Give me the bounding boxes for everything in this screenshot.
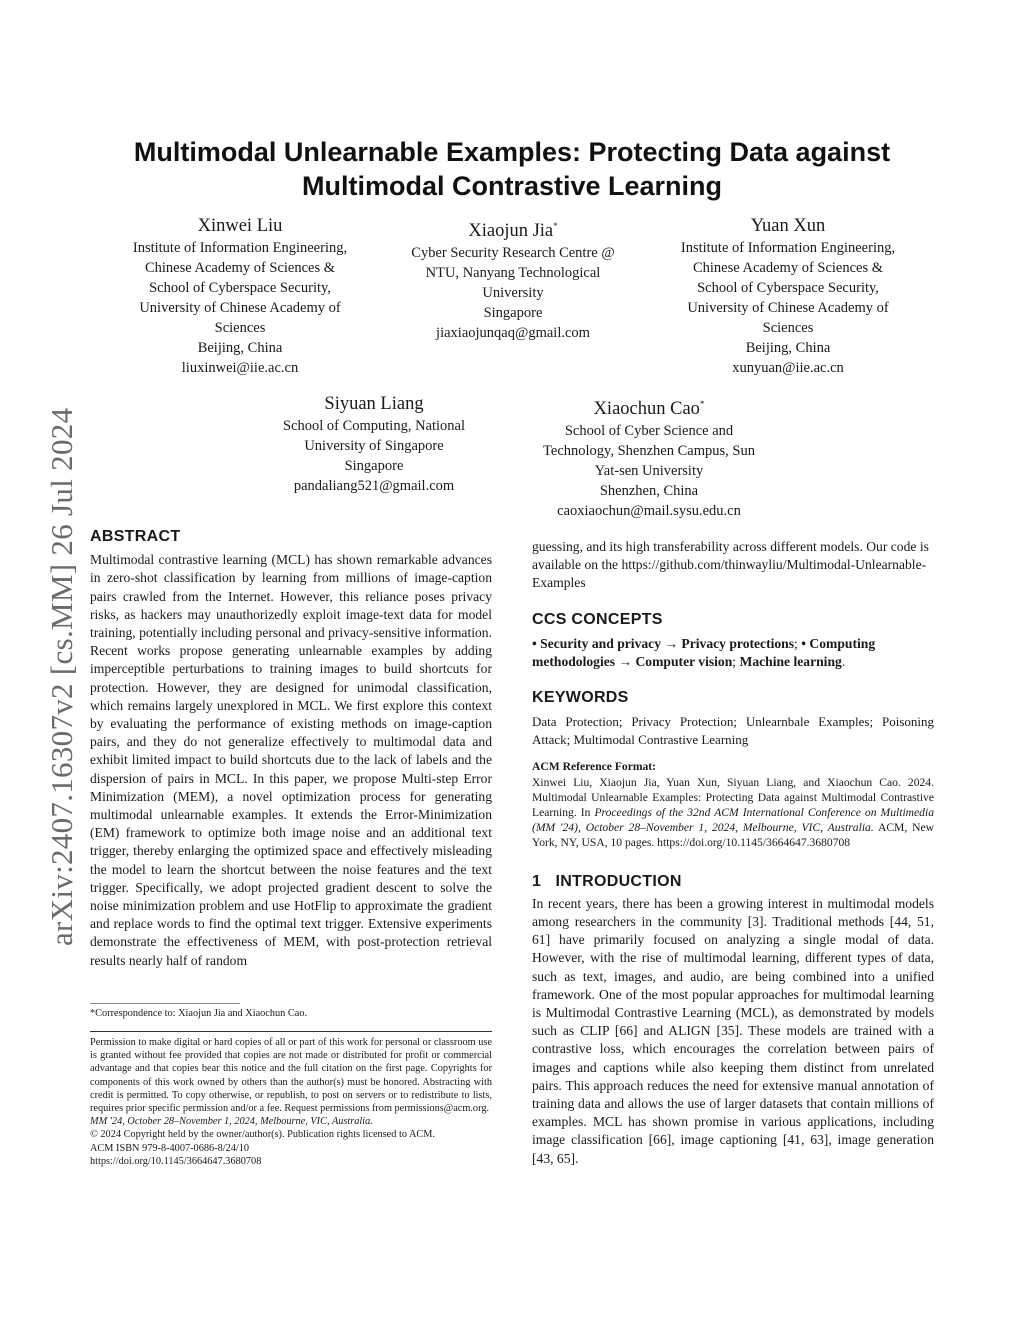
permission-rule [90, 1031, 492, 1032]
author-affiliation-line: Institute of Information Engineering, [132, 240, 348, 256]
author-affiliation-line: Yat-sen University [594, 463, 704, 480]
author-name: Xiaochun Cao* [593, 399, 705, 420]
author-affiliation-line: Sciences [214, 320, 266, 336]
author-affiliation-line: Chinese Academy of Sciences & [692, 260, 884, 276]
author-name: Xiaojun Jia* [468, 221, 558, 242]
abstract-continuation: guessing, and its high transferability across different models. Our code is available on the https://github.com/thinwayliu/Multimodal-Unlearnable-Examples [532, 539, 929, 591]
author-affiliation-line: Sciences [762, 320, 814, 336]
author-location: Singapore [483, 305, 543, 322]
author-affiliation-line: University [482, 285, 544, 302]
keywords-heading: KEYWORDS [532, 689, 629, 707]
author-block-4 [234, 392, 514, 496]
author-affiliation-line: School of Cyberspace Security, [149, 280, 331, 296]
acm-reference-heading: ACM Reference Format: [532, 760, 657, 774]
title-line-1: Multimodal Unlearnable Examples: Protecting Data against [133, 137, 891, 167]
paper-title [90, 135, 934, 203]
footnote-rule [90, 1003, 240, 1004]
author-email: caoxiaochun@mail.sysu.edu.cn [557, 503, 741, 520]
acm-isbn: ACM ISBN 979-8-4007-0686-8/24/10 [90, 1142, 250, 1154]
corresponding-mark: * [699, 399, 705, 409]
author-block-3 [648, 214, 928, 378]
author-affiliation-line: Technology, Shenzhen Campus, Sun [543, 443, 755, 460]
author-affiliation-line: NTU, Nanyang Technological [425, 265, 601, 282]
author-affiliation-line: Cyber Security Research Centre @ [411, 245, 615, 262]
author-email: xunyuan@iie.ac.cn [732, 360, 844, 376]
copyright-notice: © 2024 Copyright held by the owner/author(s). Publication rights licensed to ACM. [90, 1129, 436, 1141]
permission-block [90, 1036, 492, 1168]
author-email: liuxinwei@iie.ac.cn [181, 360, 299, 376]
permission-text: Permission to make digital or hard copies of all or part of this work for personal or classroom use is granted without fee provided that copies are not made or distributed for profit or commercial advantage and that copies bear this notice and the full citation on the first page. Copyrights for components of this work owned by others than the author(s) must be honored. Abstracting with credit is permitted. To copy otherwise, or republish, to post on servers or to redistribute to lists, requires prior specific permission and/or a fee. Request permissions from permissions@acm.org. [90, 1037, 492, 1115]
intro-text: In recent years, there has been a growing interest in multimodal models among researchers in the community [3]. Traditional methods [44, 51, 61] have primarily focused on analyzing a single modal of data. However, with the rise of multimodal learning, different types of data, such as text, images, and audio, are being combined into a unified framework. One of the most popular approaches for multimodal learning is Multimodal Contrastive Learning (MCL), as demonstrated by models such as CLIP [66] and ALIGN [35]. These models are trained with a contrastive loss, which encourages the correlation between pairs of images and captions while also keeping them distinct from unrelated pairs. This approach reduces the need for extensive manual annotation of training data and allows the use of larger datasets that contain millions of examples. MCL has shown promise in various applications, including image classification [66], image captioning [41, 63], image generation [43, 65]. [532, 895, 934, 1166]
author-name: Xinwei Liu [197, 216, 283, 236]
section-number: 1 [532, 872, 542, 890]
right-column [532, 538, 934, 1168]
author-block-5 [509, 392, 789, 521]
correspondence-footnote: *Correspondence to: Xiaojun Jia and Xiaochun Cao. [90, 1008, 308, 1019]
author-block-1 [100, 214, 380, 378]
author-name: Yuan Xun [750, 216, 826, 236]
acm-reference-text: Xinwei Liu, Xiaojun Jia, Yuan Xun, Siyuan Liang, and Xiaochun Cao. 2024. Multimodal Unlearnable Examples: Protecting Data against Multimodal Contrastive Learning. In Proceedings of the 32nd ACM International Conference on Multimedia (MM '24), October 28–November 1, 2024, Melbourne, VIC, Australia. ACM, New York, NY, USA, 10 pages. https://doi.org/10.1145/3664647.3680708 [532, 775, 934, 850]
author-affiliation-line: School of Computing, National [282, 418, 466, 434]
author-email: jiaxiaojunqaq@gmail.com [436, 325, 590, 342]
abstract-heading: ABSTRACT [90, 528, 181, 545]
conference-venue: MM '24, October 28–November 1, 2024, Melbourne, VIC, Australia. [90, 1116, 373, 1128]
author-affiliation-line: Chinese Academy of Sciences & [144, 260, 336, 276]
corresponding-mark: * [553, 221, 558, 231]
author-name: Siyuan Liang [324, 394, 424, 414]
author-affiliation-line: University of Singapore [304, 438, 444, 454]
author-block-2 [373, 214, 653, 343]
author-affiliation-line: School of Cyberspace Security, [697, 280, 879, 296]
intro-heading [532, 873, 934, 891]
left-column [90, 528, 492, 970]
section-title: INTRODUCTION [555, 872, 682, 890]
keywords-text: Data Protection; Privacy Protection; Unlearnbale Examples; Poisoning Attack; Multimodal Contrastive Learning [532, 714, 934, 748]
author-location: Beijing, China [745, 340, 831, 356]
author-affiliation-line: University of Chinese Academy of [687, 300, 889, 316]
doi-link[interactable]: https://doi.org/10.1145/3664647.3680708 [90, 1155, 262, 1167]
ccs-heading: CCS CONCEPTS [532, 610, 663, 628]
ccs-concepts: • Security and privacy → Privacy protections; • Computing methodologies → Computer vision; Machine learning. [532, 635, 876, 670]
author-location: Beijing, China [197, 340, 283, 356]
author-location: Singapore [344, 458, 404, 474]
author-email: pandaliang521@gmail.com [293, 478, 455, 494]
author-affiliation-line: Institute of Information Engineering, [680, 240, 896, 256]
arxiv-identifier: arXiv:2407.16307v2 [cs.MM] 26 Jul 2024 [44, 407, 79, 946]
title-line-2: Multimodal Contrastive Learning [301, 171, 723, 201]
author-location: Shenzhen, China [599, 483, 699, 500]
abstract-text: Multimodal contrastive learning (MCL) has shown remarkable advances in zero-shot classification by learning from millions of image-caption pairs crawled from the Internet. However, this reliance poses privacy risks, as hackers may unauthorizedly exploit image-text data for model training, potentially including personal and privacy-sensitive information. Recent works propose generating unlearnable examples by adding imperceptible perturbations to training images to build shortcuts for protection. However, they are designed for unimodal classification, which remains largely unexplored in MCL. We first explore this context by evaluating the performance of existing methods on image-caption pairs, and they do not generalize effectively to multimodal data and exhibit limited impact to build shortcuts due to the lack of labels and the dispersion of pairs in MCL. In this paper, we propose Multi-step Error Minimization (MEM), a novel optimization process for generating multimodal unlearnable examples. It extends the Error-Minimization (EM) framework to optimize both image noise and an additional text trigger, thereby enlarging the optimized space and effectively misleading the model to learn the shortcut between the noise features and the text trigger. Specifically, we adopt projected gradient descent to solve the noise minimization problem and use HotFlip to approximate the gradient and replace words to find the optimal text trigger. Extensive experiments demonstrate the effectiveness of MEM, with post-protection retrieval results nearly half of random [90, 552, 492, 968]
author-affiliation-line: School of Cyber Science and [564, 423, 734, 440]
author-affiliation-line: University of Chinese Academy of [139, 300, 341, 316]
